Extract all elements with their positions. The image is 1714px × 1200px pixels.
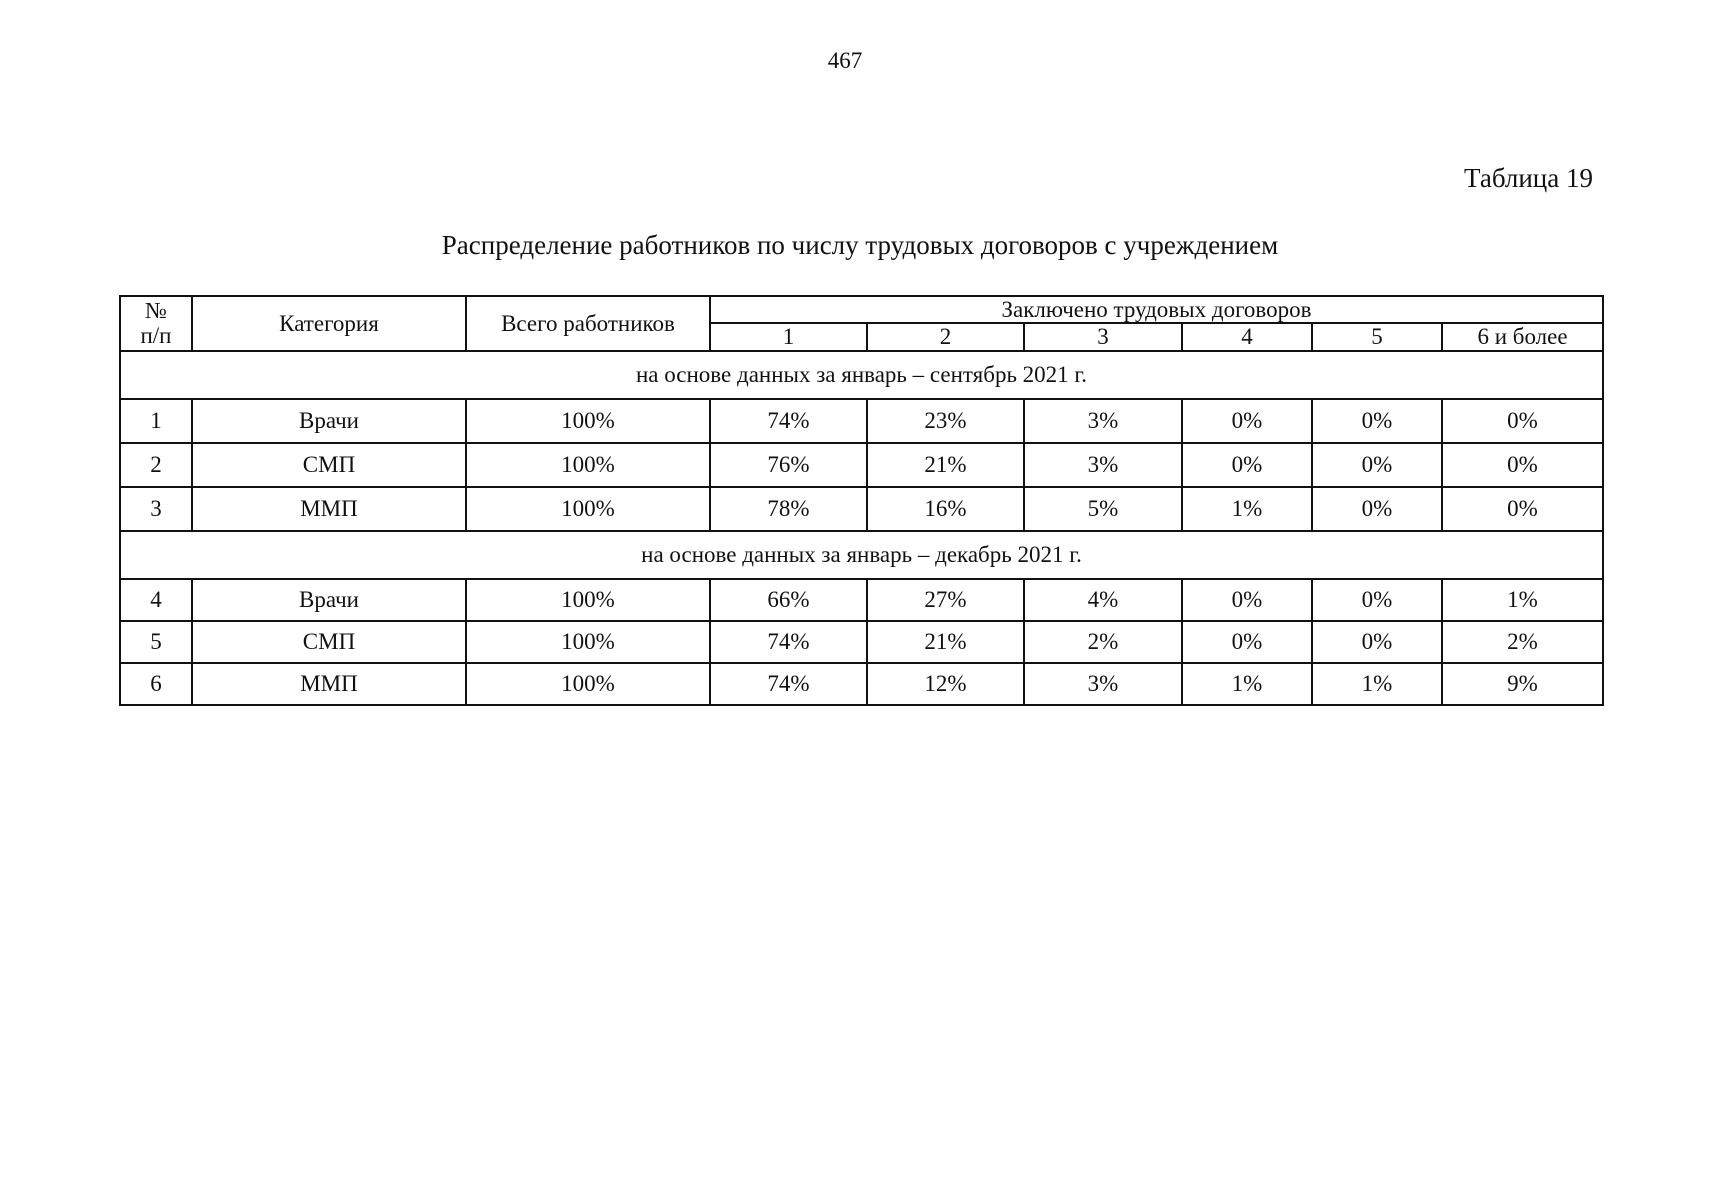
- header-contracts-6plus: 6 и более: [1442, 323, 1603, 350]
- row-total: 100%: [466, 443, 710, 487]
- row-value: 0%: [1312, 579, 1442, 621]
- header-contracts-1: 1: [710, 323, 867, 350]
- row-category: Врачи: [192, 399, 466, 443]
- row-value: 12%: [867, 663, 1024, 705]
- row-category: СМП: [192, 443, 466, 487]
- row-category: СМП: [192, 621, 466, 663]
- distribution-table: [119, 295, 1604, 706]
- section-caption: на основе данных за январь – сентябрь 2021 г.: [120, 351, 1603, 399]
- table-row: [120, 579, 1603, 621]
- row-value: 0%: [1312, 399, 1442, 443]
- header-contracts-5: 5: [1312, 323, 1442, 350]
- row-value: 1%: [1442, 579, 1603, 621]
- row-num: 5: [120, 621, 192, 663]
- row-category: ММП: [192, 663, 466, 705]
- row-num: 2: [120, 443, 192, 487]
- row-total: 100%: [466, 399, 710, 443]
- row-value: 66%: [710, 579, 867, 621]
- row-value: 1%: [1182, 663, 1312, 705]
- header-contracts-2: 2: [867, 323, 1024, 350]
- row-value: 3%: [1024, 663, 1182, 705]
- row-value: 9%: [1442, 663, 1603, 705]
- row-value: 0%: [1442, 487, 1603, 531]
- page-title: Распределение работников по числу трудовых договоров с учреждением: [441, 230, 1279, 260]
- page-number: 467: [827, 48, 863, 73]
- row-value: 0%: [1442, 443, 1603, 487]
- row-value: 74%: [710, 399, 867, 443]
- row-total: 100%: [466, 621, 710, 663]
- row-total: 100%: [466, 487, 710, 531]
- row-value: 78%: [710, 487, 867, 531]
- row-value: 74%: [710, 663, 867, 705]
- table-row: [120, 443, 1603, 487]
- row-value: 21%: [867, 443, 1024, 487]
- row-num: 1: [120, 399, 192, 443]
- row-value: 3%: [1024, 443, 1182, 487]
- row-category: Врачи: [192, 579, 466, 621]
- row-value: 5%: [1024, 487, 1182, 531]
- header-contracts-3: 3: [1024, 323, 1182, 350]
- header-category: Категория: [192, 296, 466, 351]
- section-caption: на основе данных за январь – декабрь 2021 г.: [120, 531, 1603, 579]
- header-num: [120, 296, 192, 351]
- row-num: 6: [120, 663, 192, 705]
- header-contracts-4: 4: [1182, 323, 1312, 350]
- row-value: 0%: [1442, 399, 1603, 443]
- header-total: Всего работников: [466, 296, 710, 351]
- row-value: 0%: [1312, 443, 1442, 487]
- row-value: 0%: [1182, 399, 1312, 443]
- row-total: 100%: [466, 579, 710, 621]
- table-label: Таблица 19: [1464, 163, 1593, 193]
- table-row: [120, 663, 1603, 705]
- row-value: 4%: [1024, 579, 1182, 621]
- row-value: 74%: [710, 621, 867, 663]
- row-num: 4: [120, 579, 192, 621]
- row-value: 0%: [1182, 579, 1312, 621]
- row-value: 3%: [1024, 399, 1182, 443]
- row-value: 27%: [867, 579, 1024, 621]
- row-value: 0%: [1182, 443, 1312, 487]
- header-num-line1: №: [145, 298, 167, 323]
- table-row: [120, 621, 1603, 663]
- row-value: 2%: [1442, 621, 1603, 663]
- table-row: [120, 487, 1603, 531]
- row-value: 76%: [710, 443, 867, 487]
- row-value: 2%: [1024, 621, 1182, 663]
- header-num-line2: п/п: [140, 323, 172, 349]
- row-total: 100%: [466, 663, 710, 705]
- row-value: 0%: [1312, 487, 1442, 531]
- table-row: [120, 399, 1603, 443]
- row-value: 0%: [1182, 621, 1312, 663]
- row-value: 1%: [1312, 663, 1442, 705]
- row-value: 23%: [867, 399, 1024, 443]
- row-category: ММП: [192, 487, 466, 531]
- row-value: 0%: [1312, 621, 1442, 663]
- row-value: 16%: [867, 487, 1024, 531]
- row-value: 21%: [867, 621, 1024, 663]
- row-value: 1%: [1182, 487, 1312, 531]
- row-num: 3: [120, 487, 192, 531]
- header-contracts-group: Заключено трудовых договоров: [710, 296, 1603, 323]
